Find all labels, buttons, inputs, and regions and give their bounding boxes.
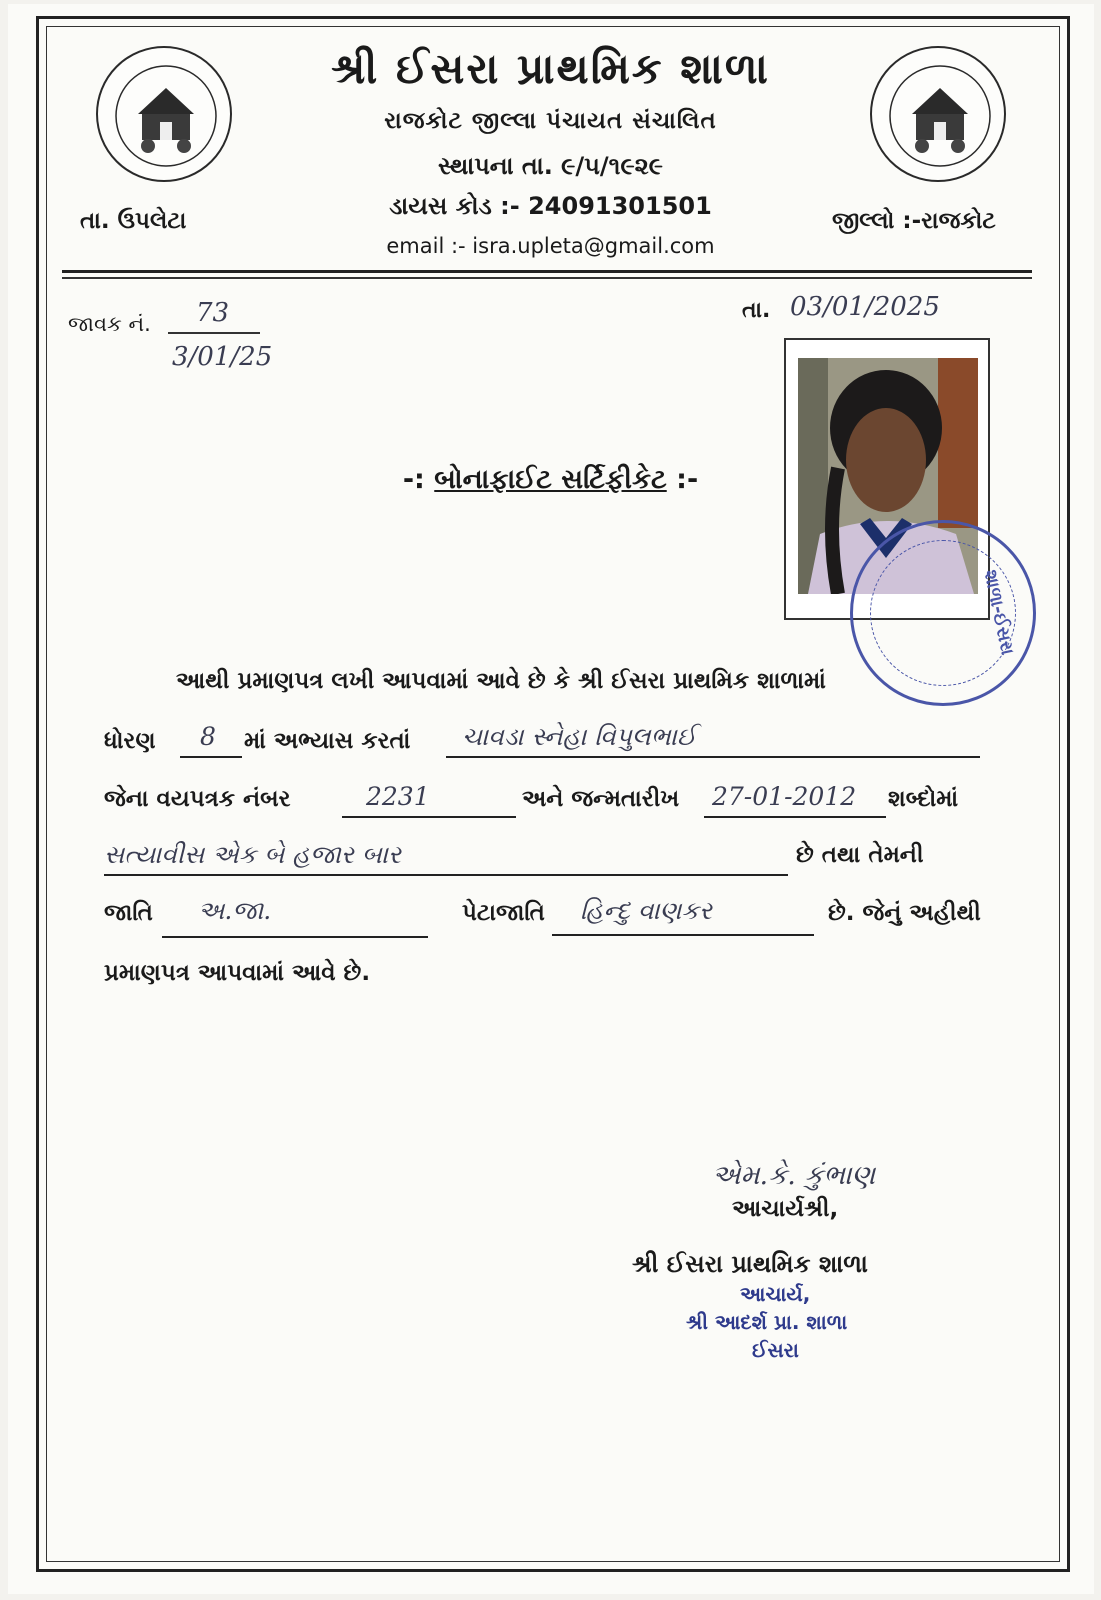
words-label: શબ્દોમાં — [888, 786, 959, 812]
principal-signature: એમ.કે. કુંભાણ — [712, 1160, 876, 1191]
subcaste-label: પેટાજાતિ — [462, 900, 545, 926]
principal-title: આચાર્યશ્રી, — [732, 1196, 839, 1222]
std-underline — [180, 756, 242, 758]
name-underline — [446, 756, 980, 758]
title-prefix: -: — [402, 464, 425, 495]
stamp-line-1: આચાર્ય, — [740, 1282, 811, 1306]
inward-number: 73 — [196, 298, 230, 328]
std-label: ધોરણ — [104, 728, 156, 754]
gr-label: જેના વયપત્રક નંબર — [104, 786, 291, 812]
student-name: ચાવડા સ્નેહા વિપુલભાઈ — [462, 722, 697, 751]
words-underline — [104, 874, 788, 876]
gr-underline — [342, 816, 516, 818]
inward-label: જાવક નં. — [68, 312, 151, 336]
taluka: તા. ઉપલેટા — [80, 208, 187, 234]
dob-underline — [704, 816, 886, 818]
title-suffix: :- — [676, 464, 699, 495]
signature-school: શ્રી ઈસરા પ્રાથમિક શાળા — [632, 1250, 868, 1278]
std-value: 8 — [200, 722, 216, 751]
established-date: સ્થાપના તા. ૯/૫/૧૯૨૯ — [438, 152, 663, 180]
issue-date: 03/01/2025 — [790, 292, 940, 322]
stamp-line-2: શ્રી આદર્શ પ્રા. શાળા — [686, 1310, 848, 1334]
study-label: માં અભ્યાસ કરતાં — [244, 728, 411, 754]
dob-label: અને જન્મતારીખ — [522, 786, 680, 812]
subcaste-value: હિન્દુ વાણકર — [580, 896, 712, 925]
round-stamp-text: શાળા-ઈસરા — [979, 568, 1018, 657]
gr-value: 2231 — [366, 782, 430, 811]
and-their: છે તથા તેમની — [796, 842, 924, 868]
date-label: તા. — [742, 298, 771, 323]
stamp-line-3: ઈસરા — [752, 1338, 799, 1362]
header-divider — [62, 270, 1032, 273]
title-text: બોનાફાઈટ સર્ટિફીકેટ — [434, 464, 667, 495]
certificate-title — [0, 464, 1101, 496]
caste-underline — [162, 936, 428, 938]
caste-value: અ.જા. — [198, 896, 272, 925]
inward-date: 3/01/25 — [172, 342, 273, 372]
inward-divider — [168, 332, 260, 334]
school-name: શ્રી ઈસરા પ્રાથમિક શાળા — [331, 44, 770, 93]
header-divider-thin — [62, 277, 1032, 279]
school-email: email :- isra.upleta@gmail.com — [386, 234, 715, 258]
body-line-1: આથી પ્રમાણપત્ર લખી આપવામાં આવે છે કે શ્રી ઈસરા પ્રાથમિક શાળામાં — [176, 668, 826, 694]
subcaste-underline — [552, 934, 814, 936]
line5-end: છે. જેનું અહીથી — [828, 900, 981, 926]
dise-code: ડાયસ કોડ :- 24091301501 — [389, 192, 712, 220]
caste-label: જાતિ — [104, 900, 153, 926]
dob-value: 27-01-2012 — [712, 782, 857, 811]
managed-by: રાજકોટ જીલ્લા પંચાયત સંચાલિત — [384, 108, 717, 134]
body-line-6: પ્રમાણપત્ર આપવામાં આવે છે. — [104, 960, 371, 986]
district: જીલ્લો :-રાજકોટ — [832, 208, 996, 234]
dob-words: સત્યાવીસ એક બે હજાર બાર — [104, 840, 401, 869]
